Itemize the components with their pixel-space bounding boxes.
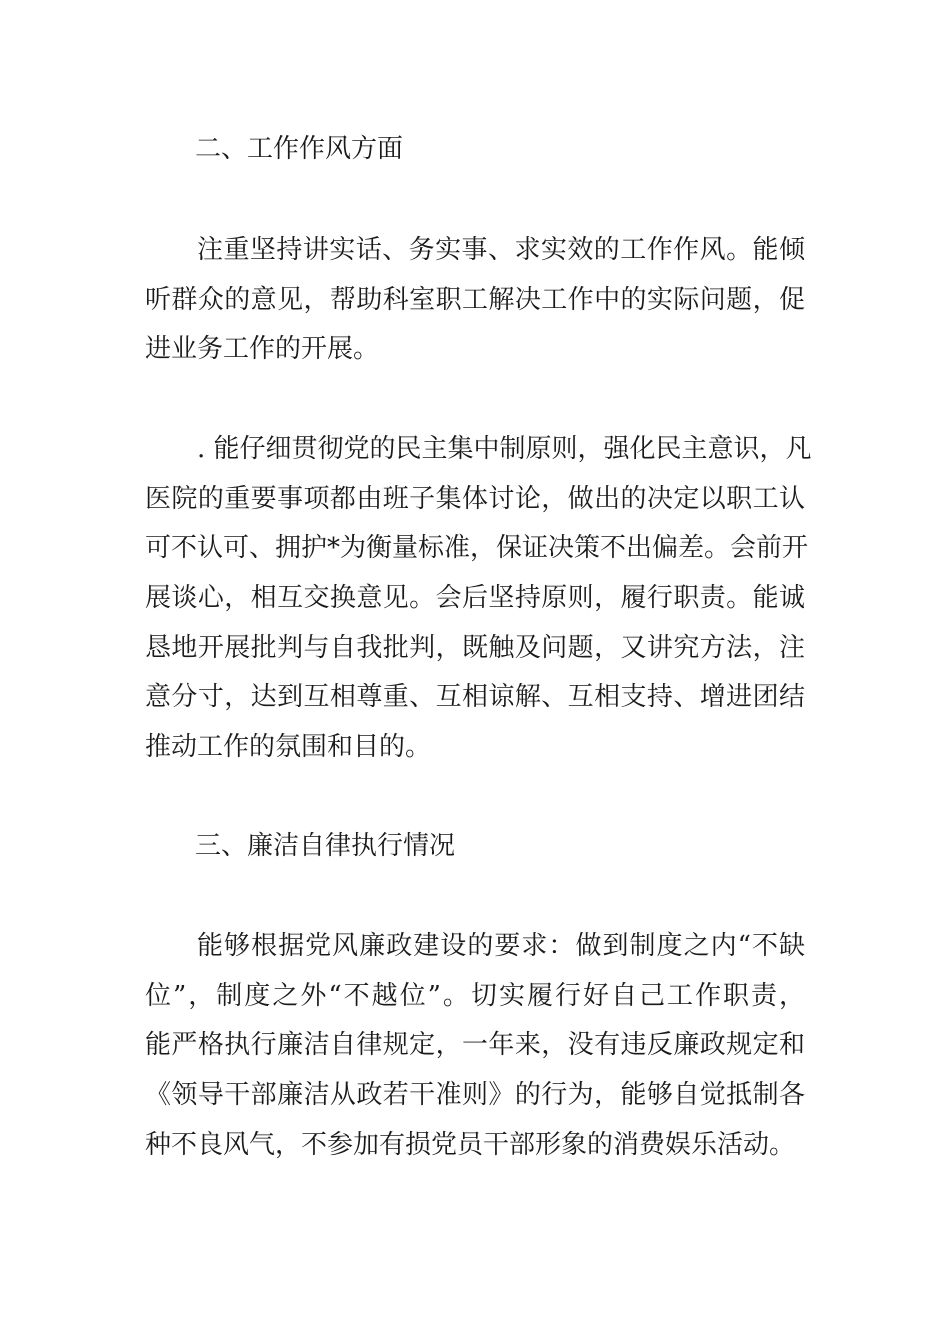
paragraph-line: 意分寸，达到互相尊重、互相谅解、互相支持、增进团结 <box>145 682 805 713</box>
section-heading-work-style: 二、工作作风方面 <box>195 134 404 164</box>
paragraph-line: 能严格执行廉洁自律规定，一年来，没有违反廉政规定和 <box>145 1030 805 1061</box>
section-heading-integrity: 三、廉洁自律执行情况 <box>195 831 456 861</box>
paragraph-line: . 能仔细贯彻党的民主集中制原则，强化民主意识，凡 <box>197 434 812 464</box>
paragraph-line: 恳地开展批判与自我批判，既触及问题，又讲究方法，注 <box>145 632 805 663</box>
paragraph-line: 《领导干部廉洁从政若干准则》的行为，能够自觉抵制各 <box>145 1080 805 1111</box>
paragraph-democratic-centralism <box>145 425 812 773</box>
paragraph-line: 展谈心，相互交换意见。会后坚持原则，履行职责。能诚 <box>145 583 805 614</box>
paragraph-work-style <box>145 226 805 375</box>
paragraph-line: 种不良风气，不参加有损党员干部形象的消费娱乐活动。 <box>145 1129 796 1160</box>
paragraph-line: 位”，制度之外“不越位”。切实履行好自己工作职责， <box>145 980 805 1011</box>
paragraph-line: 进业务工作的开展。 <box>145 334 380 365</box>
paragraph-line: 可不认可、拥护*为衡量标准，保证决策不出偏差。会前开 <box>145 533 809 564</box>
paragraph-line: 推动工作的氛围和目的。 <box>145 732 432 763</box>
paragraph-line: 能够根据党风廉政建设的要求：做到制度之内“不缺 <box>197 931 805 961</box>
paragraph-line: 医院的重要事项都由班子集体讨论，做出的决定以职工认 <box>145 483 805 514</box>
paragraph-line: 注重坚持讲实话、务实事、求实效的工作作风。能倾 <box>197 235 805 265</box>
paragraph-integrity <box>145 922 805 1170</box>
paragraph-line: 听群众的意见，帮助科室职工解决工作中的实际问题，促 <box>145 284 805 315</box>
